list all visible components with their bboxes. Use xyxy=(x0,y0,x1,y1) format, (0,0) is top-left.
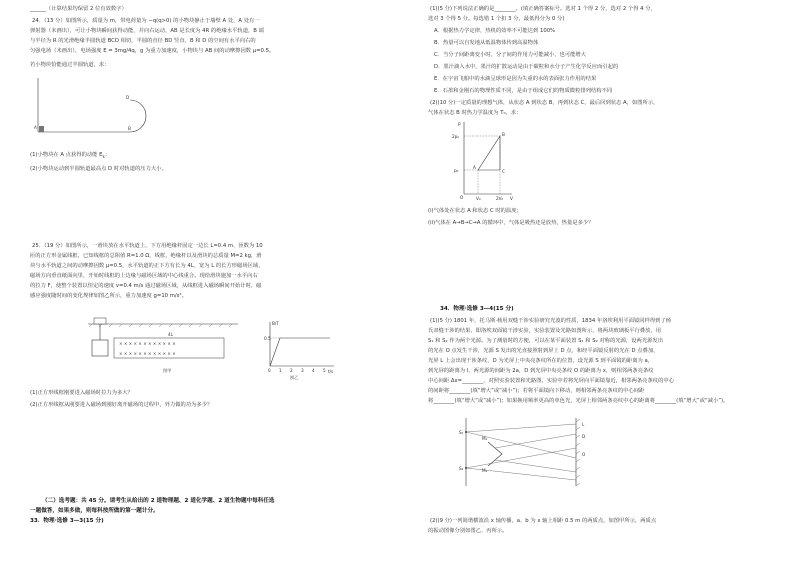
option-f: E．石墨和金刚石的物理性质不同，是由于组成它们的物质微粒排列结构不同 xyxy=(434,88,613,94)
graph-y-label: B/T xyxy=(272,321,279,326)
lloyd-mirror-figure xyxy=(456,414,616,490)
x-tick-4: 4 xyxy=(312,368,315,373)
pv-point-a: A xyxy=(473,165,476,170)
q24-line-1: 24．（13 分）如图所示，质量为 m，带电荷量为 −q(q>0) 的小物块静止于墙壁 A 处，A 处有一 xyxy=(32,18,260,24)
q25-line-2: 匝的正方形金属线框，已知线框的总阻值 R=1.0 Ω，线框、绝缘杆以及滑块的总质量 M=2 kg，滑 xyxy=(30,253,262,259)
q33-2-line-2: 气体在状态 B 时热力学温度为 T₀，求： xyxy=(428,110,522,116)
q33-1-line-1: (1)(5 分)下列说法正确的是________。(填正确答案标号。选对 1 个得 2 分，选对 2 个得 4 分， xyxy=(430,6,656,12)
left-column xyxy=(28,0,368,562)
pv-v2: 2V₀ xyxy=(496,196,504,201)
x-tick-3: 3 xyxy=(301,368,304,373)
x-tick-2: 2 xyxy=(290,368,293,373)
q25-line-6: 感应强度随时间的变化规律如图乙所示，重力加速度 g=10 m/s²。 xyxy=(30,293,187,299)
x-tick-0: 0 xyxy=(268,368,271,373)
fig-d: D xyxy=(582,434,586,439)
q33-2-sub-2: (ii)气体在 A→B→C→A 的循环中，气体是吸热还是放热，热量是多少？ xyxy=(428,220,594,226)
svg-text:× × × × × × × × × × × ×: × × × × × × × × × × × × xyxy=(119,351,176,356)
q24-line-2: 弹射器（未画出），可让小物块瞬间获得动能，并向右运动，AB 是长度为 4R 的绝缘水平轨道，B 端 xyxy=(30,28,264,34)
q25-figure-jia xyxy=(88,312,258,382)
q25-line-4: 磁场方向垂直纸面向里，开始时线框的上边缘与磁场区域的中心线重合。现给滑块施加一水平向右 xyxy=(30,273,258,279)
q25-line-3: 块与水平轨道之间的动摩擦因数 μ=0.5，水平轨道的正下方有长为 4L、宽为 L 的长方形磁场区域， xyxy=(30,263,264,269)
q34-1-line-2: 氏双缝干涉的结果，即洛埃双面镜干涉实验，实验装置及光路如图所示，将两块玻璃板平行叠放，用 xyxy=(428,328,662,334)
q34-1-line-9: 将________(填“增大”或“减小”)；如果换用频率更高的单色光，光屏上相邻两条亮纹中心的距离将________(填“增大”或“减小”)。 xyxy=(428,398,729,404)
section-2-line-1: （二）选考题：共 45 分。请考生从给出的 2 道物理题、2 道化学题、2 道生物题中每科任选 xyxy=(42,498,275,504)
q34-1-line-8: 的间距将________(填“增大”或“减小”)；若将平面镜向下移动，则相邻两条亮条纹的中心间距 xyxy=(428,388,645,394)
region-length-label: 4L xyxy=(168,332,173,337)
q33-2-sub-1: (i)气体处在状态 A 和状态 C 时的温度； xyxy=(428,208,522,214)
option-a: A．根据热力学定律，热机的效率不可能达到 100% xyxy=(434,28,556,34)
pv-point-b: B xyxy=(502,132,505,137)
option-e: E．在宇宙飞船中的水滴呈球形是因为失重的水的表面张力作用的结果 xyxy=(434,76,597,82)
graph-y-tick: 0.5 xyxy=(264,336,271,341)
pv-origin: O xyxy=(460,195,464,200)
q34-1-line-1: (1)(5 分) 1801 年，托马斯·杨用双缝干涉实验研究光波的性质，1834 年洛埃利用平面镜同样得到了杨 xyxy=(430,318,672,324)
q25-figure-yi xyxy=(264,318,344,380)
fig-label-d: D xyxy=(126,95,130,100)
q24-sub-1: (1)小物块在 A 点获得的动能 $E_k$； xyxy=(30,152,111,160)
q25-sub-2: (2)正方形线框从刚要进入磁场到刚好离开磁场的过程中，外力做的功为多少？ xyxy=(30,402,213,408)
q25-sub-1: (1)正方形线框刚要进入磁场时拉力为多大？ xyxy=(30,390,133,396)
q34-1-line-5: 光屏 L 上会出现干涉条纹，D 为光屏上中央亮条纹所在的位置，设光源 S 到平面镜的距离为 a， xyxy=(428,358,654,364)
fig-s2: S₂ xyxy=(459,466,464,471)
fig-o: O xyxy=(582,452,586,457)
fig-l: L xyxy=(582,422,585,427)
svg-text:× × × × × × × × × × × ×: × × × × × × × × × × × × xyxy=(119,341,176,346)
q33-title: 33．物理·选修 3—3(15 分) xyxy=(30,518,104,524)
q24-sub-2: (2)小物块运动到半圆轨道最高点 D 时对轨道的压力大小。 xyxy=(30,166,167,172)
q34-2-line-2: 的振动图像分别如图乙、丙所示。 xyxy=(428,528,508,534)
q24-track-figure xyxy=(30,74,190,134)
x-tick-5: 5 xyxy=(323,368,326,373)
option-b: B．热量可以自发地从低温物体传到高温物体 xyxy=(434,40,539,46)
x-tick-1: 1 xyxy=(279,368,282,373)
pv-graph xyxy=(452,118,516,201)
q24-line-5: 若小物块恰能通过半圆轨道，求： xyxy=(30,62,110,68)
pv-point-c: C xyxy=(502,169,505,174)
pv-p2: 2p₀ xyxy=(452,134,460,139)
graph-x-label: t/s xyxy=(328,369,334,374)
q24-line-4: 匀强电场（未画出），电场强度 E = 3mg/4q，g 为重力加速度，小物块与 AB 间的动摩擦因数 μ=0.5。 xyxy=(30,48,275,54)
fig-label-b: B xyxy=(128,126,131,131)
pv-x-label: V xyxy=(510,196,513,201)
option-d: D．墨汁滴入水中，墨汁的扩散运动是由于碳粒和水分子产生化学反应而引起的 xyxy=(434,64,619,70)
q33-1-line-2: 选对 3 个得 5 分。每选错 1 个扣 3 分，最低得分为 0 分) xyxy=(428,16,565,22)
fig-s1: S₁ xyxy=(459,430,464,435)
option-c: C．当分子间距离变小时，分子间的作用力可能减小，也可能增大 xyxy=(434,52,587,58)
section-2-line-2: 一题做答，如果多做，则每科按所做的第一题计分。 xyxy=(30,508,159,514)
q34-1-line-3: S₁ 和 S₂ 作为两个光源。为了测量时的方便，可以在某平面装置 S₁ 和 S₂ 对称的光源，设两光源发出 xyxy=(428,338,664,344)
q34-2-line-1: (2)(9 分)一列简谐横波沿 x 轴传播，a、b 为 x 轴上相距 0.5 m 的两质点，如图甲所示，两质点 xyxy=(430,518,657,524)
q25-line-1: 25．（19 分）如图所示，一滑块放在水平轨道上，下方用绝缘杆固定一边长 L=0.4 m、匝数为 10 xyxy=(32,243,263,249)
q34-1-line-6: 到光屏的距离为 l，两光源的间距为 2a，D 到光屏中央亮条纹 O 的距离为 x，则相邻两条亮条纹 xyxy=(428,368,654,374)
block-icon xyxy=(39,126,44,132)
q34-1-line-4: 的光在 O 点发生干涉，光源 S 发出的光直接照射到屏上 D 点，和经平面镜反射的光在 D 点叠加， xyxy=(428,348,659,354)
q34-title: 34．物理·选修 3—4(15 分) xyxy=(440,306,514,312)
q34-1-line-7: 中心间距 Δx=________，对照实验装置和光路图，实验中若将光屏向平面镜靠近，相邻两条亮条纹的中心 xyxy=(428,378,674,384)
pv-v1: V₀ xyxy=(476,196,481,201)
right-column xyxy=(426,0,776,562)
pv-y-label: p xyxy=(458,121,461,126)
answer-blank-line: ______（计算结果均保留 2 位有效数字） xyxy=(30,6,127,12)
square-coil xyxy=(92,340,108,356)
fig-m1: M₁ xyxy=(482,436,488,441)
q25-line-5: 的拉力 F，使整个装置以恒定的速度 v=0.4 m/s 通过磁场区域，从线框进入磁场瞬间开始计时，磁 xyxy=(30,283,262,289)
fig-label-a: A xyxy=(34,125,37,130)
q33-2-line-1: (2)(10 分)一定质量的理想气体，从状态 A 到状态 B，再到状态 C，最后回到状态 A，如图所示， xyxy=(430,100,659,106)
pv-p1: p₀ xyxy=(454,168,459,173)
fig-jia-caption: 图甲 xyxy=(163,368,172,373)
fig-yi-caption: 图乙 xyxy=(290,375,299,380)
fig-m2: M₂ xyxy=(482,468,488,473)
q24-line-3: 与半径为 R 的光滑绝缘半圆轨道 BCD 相切，半圆的直径 BD 竖直，B 和 D 的空间有水平向右的 xyxy=(30,38,256,44)
